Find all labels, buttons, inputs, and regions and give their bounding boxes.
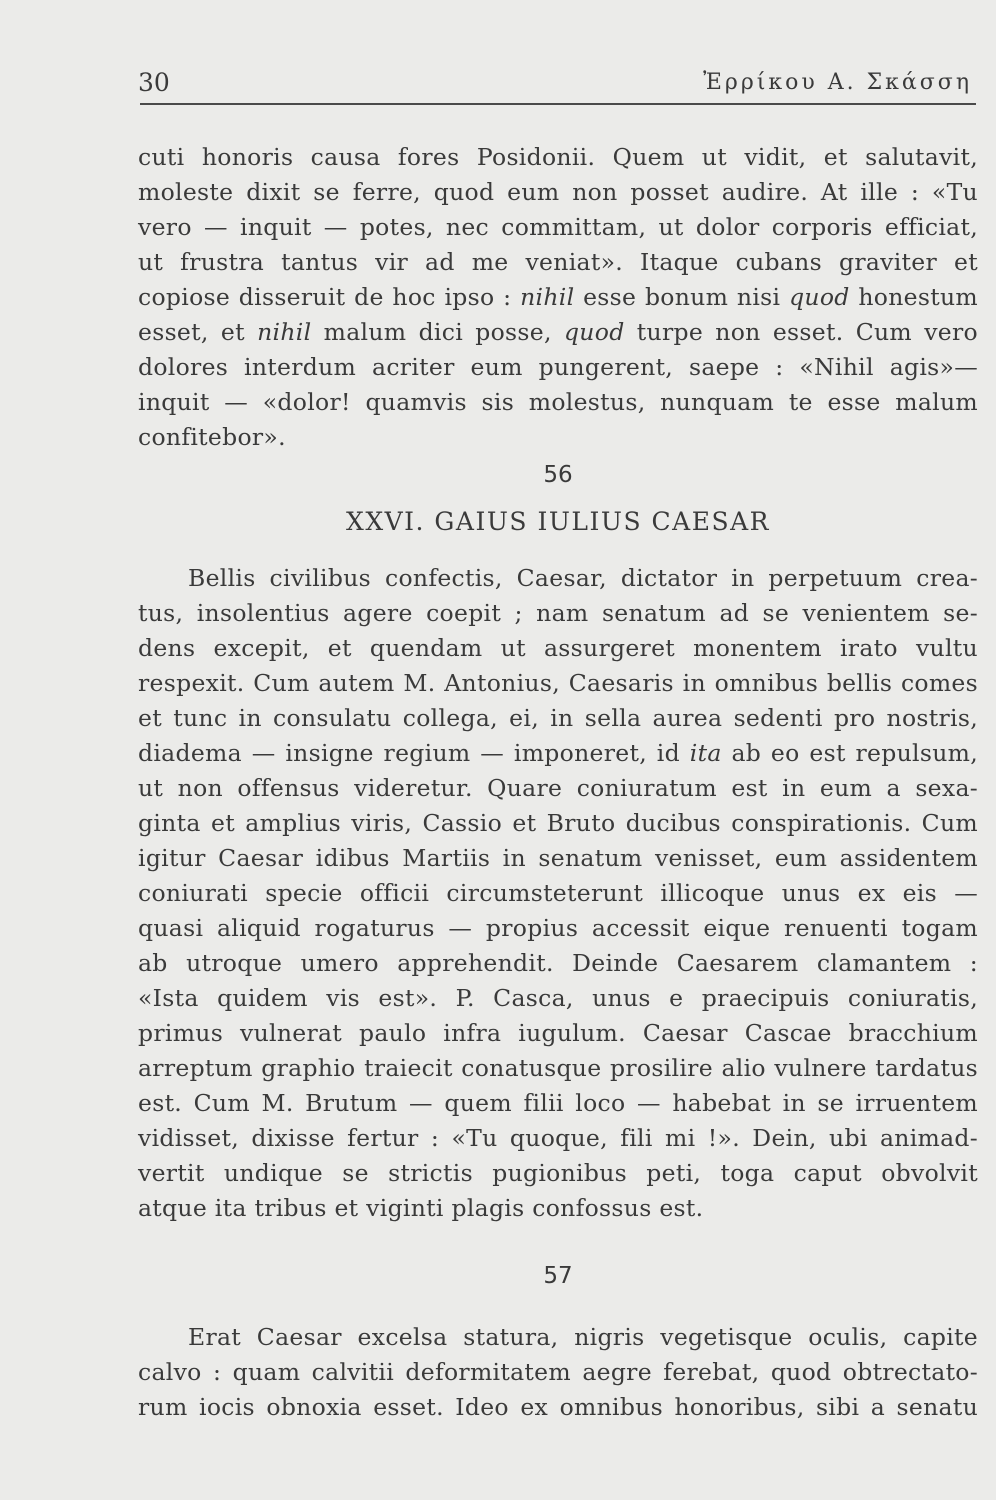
text-line: coniurati specie officii circumsteterunt illicoque unus ex eis —: [138, 879, 978, 907]
text-line: vidisset, dixisse fertur : «Tu quoque, fili mi !». Dein, ubi animad-: [138, 1124, 978, 1152]
text-line: vertit undique se strictis pugionibus peti, toga caput obvolvit: [138, 1159, 978, 1187]
text-line: esset, et nihil malum dici posse, quod turpe non esset. Cum vero: [138, 318, 978, 346]
page-header: [138, 64, 978, 104]
text-line: calvo : quam calvitii deformitatem aegre ferebat, quod obtrectato-: [138, 1358, 978, 1386]
text-line: quasi aliquid rogaturus — propius accessit eique renuenti togam: [138, 914, 978, 942]
text-line: atque ita tribus et viginti plagis confossus est.: [138, 1194, 704, 1222]
text-line: cuti honoris causa fores Posidonii. Quem ut vidit, et salutavit,: [138, 143, 978, 171]
italic-word: nihil: [257, 318, 312, 346]
text-line: igitur Caesar idibus Martiis in senatum venisset, eum assidentem: [138, 844, 978, 872]
header-rule: [140, 103, 976, 105]
section-title: XXVI. GAIUS IULIUS CAESAR: [346, 507, 770, 536]
text-line: tus, insolentius agere coepit ; nam senatum ad se venientem se-: [138, 599, 978, 627]
text-line: respexit. Cum autem M. Antonius, Caesaris in omnibus bellis comes: [138, 669, 978, 697]
text-line: diadema — insigne regium — imponeret, id ita ab eo est repulsum,: [138, 739, 979, 767]
section-number: 56: [543, 462, 573, 488]
section-number: 57: [543, 1263, 573, 1289]
text-line: moleste dixit se ferre, quod eum non posset audire. At ille : «Tu: [138, 178, 978, 206]
passage-continued: [138, 140, 978, 455]
text-line: et tunc in consulatu collega, ei, in sella aurea sedenti pro nostris,: [138, 704, 978, 732]
italic-word: nihil: [520, 283, 575, 311]
text-line: arreptum graphio traiecit conatusque prosilire alio vulnere tardatus: [138, 1054, 978, 1082]
text-line: inquit — «dolor! quamvis sis molestus, nunquam te esse malum: [138, 388, 978, 416]
text-line: confitebor».: [138, 423, 286, 451]
page-body: [138, 140, 978, 1425]
text-line: dolores interdum acriter eum pungerent, saepe : «Nihil agis»—: [138, 353, 978, 381]
section-57-text: [138, 1320, 978, 1425]
text-line: ut frustra tantus vir ad me veniat». Itaque cubans graviter et: [138, 248, 978, 276]
text-line: rum iocis obnoxia esset. Ideo ex omnibus honoribus, sibi a senatu: [138, 1393, 978, 1421]
running-head: Ἐρρίκου Α. Σκάσση: [703, 70, 972, 95]
italic-word: ita: [689, 739, 722, 767]
text-line: dens excepit, et quendam ut assurgeret monentem irato vultu: [138, 634, 978, 662]
text-line: «Ista quidem vis est». P. Casca, unus e praecipuis coniuratis,: [138, 984, 978, 1012]
text-line: ab utroque umero apprehendit. Deinde Caesarem clamantem :: [138, 949, 978, 977]
text-line: Bellis civilibus confectis, Caesar, dictator in perpetuum crea-: [188, 564, 978, 592]
section-56-text: [138, 561, 978, 1226]
text-line: ut non offensus videretur. Quare coniuratum est in eum a sexa-: [138, 774, 978, 802]
italic-word: quod: [563, 318, 625, 346]
text-line: est. Cum M. Brutum — quem filii loco — habebat in se irruentem: [138, 1089, 978, 1117]
text-line: primus vulnerat paulo infra iugulum. Caesar Cascae bracchium: [138, 1019, 978, 1047]
text-line: copiose disseruit de hoc ipso : nihil esse bonum nisi quod honestum: [138, 283, 979, 311]
text-line: Erat Caesar excelsa statura, nigris vegetisque oculis, capite: [188, 1323, 978, 1351]
italic-word: quod: [789, 283, 850, 311]
page-number: 30: [138, 68, 170, 97]
text-line: vero — inquit — potes, nec committam, ut dolor corporis efficiat,: [138, 213, 978, 241]
text-line: ginta et amplius viris, Cassio et Bruto ducibus conspirationis. Cum: [138, 809, 978, 837]
